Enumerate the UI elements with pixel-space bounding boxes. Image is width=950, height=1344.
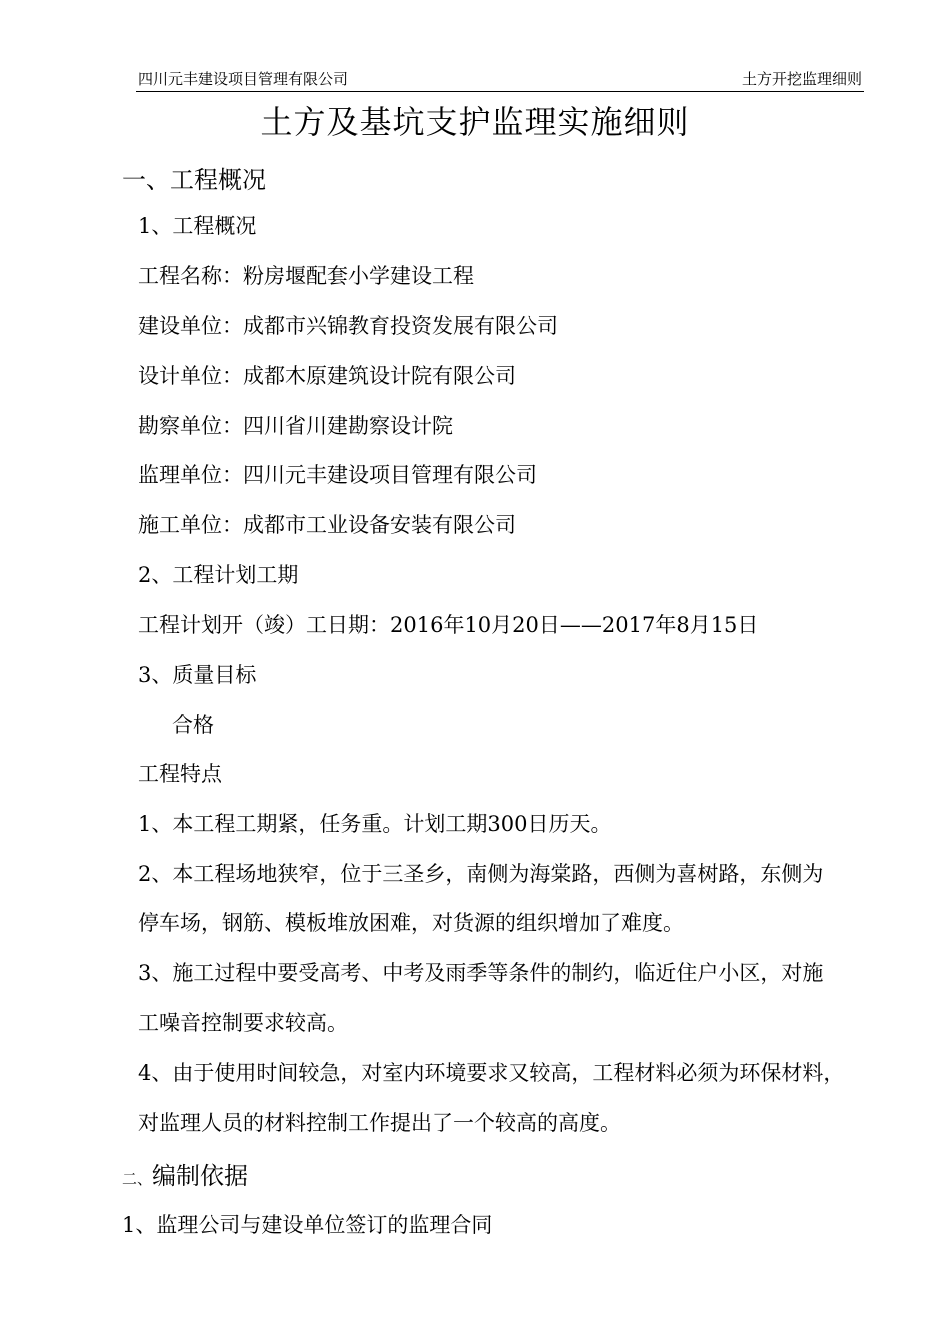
subsection-2-heading: 2、工程计划工期: [138, 563, 299, 587]
subsection-3-heading: 3、质量目标: [138, 663, 257, 687]
feature-4-line-2: 对监理人员的材料控制工作提出了一个较高的高度。: [138, 1111, 621, 1135]
feature-3-line-1: 3、施工过程中要受高考、中考及雨季等条件的制约，临近住户小区，对施: [138, 961, 824, 985]
feature-2-line-1: 2、本工程场地狭窄，位于三圣乡，南侧为海棠路，西侧为喜树路，东侧为: [138, 862, 824, 886]
page-title: 土方及基坑支护监理实施细则: [260, 103, 690, 141]
feature-2-line-2: 停车场，钢筋、模板堆放困难，对货源的组织增加了难度。: [138, 911, 684, 935]
section-2-number: 二、: [122, 1170, 153, 1188]
features-heading: 工程特点: [138, 762, 222, 786]
header-divider: [136, 91, 864, 92]
section-1-heading: 一、工程概况: [122, 166, 266, 194]
schedule-dates: 工程计划开（竣）工日期：2016年10月20日——2017年8月15日: [138, 613, 759, 637]
feature-3-line-2: 工噪音控制要求较高。: [138, 1011, 348, 1035]
section-2-heading: [122, 1160, 248, 1195]
project-name: 工程名称：粉房堰配套小学建设工程: [138, 264, 474, 288]
section-2-title: 编制依据: [152, 1162, 249, 1190]
owner-unit: 建设单位：成都市兴锦教育投资发展有限公司: [138, 314, 558, 338]
survey-unit: 勘察单位：四川省川建勘察设计院: [138, 414, 453, 438]
feature-1: 1、本工程工期紧，任务重。计划工期300日历天。: [138, 812, 612, 836]
header-doc-title: 土方开挖监理细则: [741, 70, 862, 88]
subsection-1-heading: 1、工程概况: [138, 214, 257, 238]
header-company: 四川元丰建设项目管理有限公司: [138, 70, 349, 88]
basis-item-1: 1、监理公司与建设单位签订的监理合同: [122, 1213, 493, 1237]
construction-unit: 施工单位：成都市工业设备安装有限公司: [138, 513, 516, 537]
feature-4-line-1: 4、由于使用时间较急，对室内环境要求又较高，工程材料必须为环保材料，: [138, 1061, 845, 1085]
supervision-unit: 监理单位：四川元丰建设项目管理有限公司: [138, 463, 537, 487]
design-unit: 设计单位：成都木原建筑设计院有限公司: [138, 364, 516, 388]
quality-target: 合格: [172, 713, 214, 737]
